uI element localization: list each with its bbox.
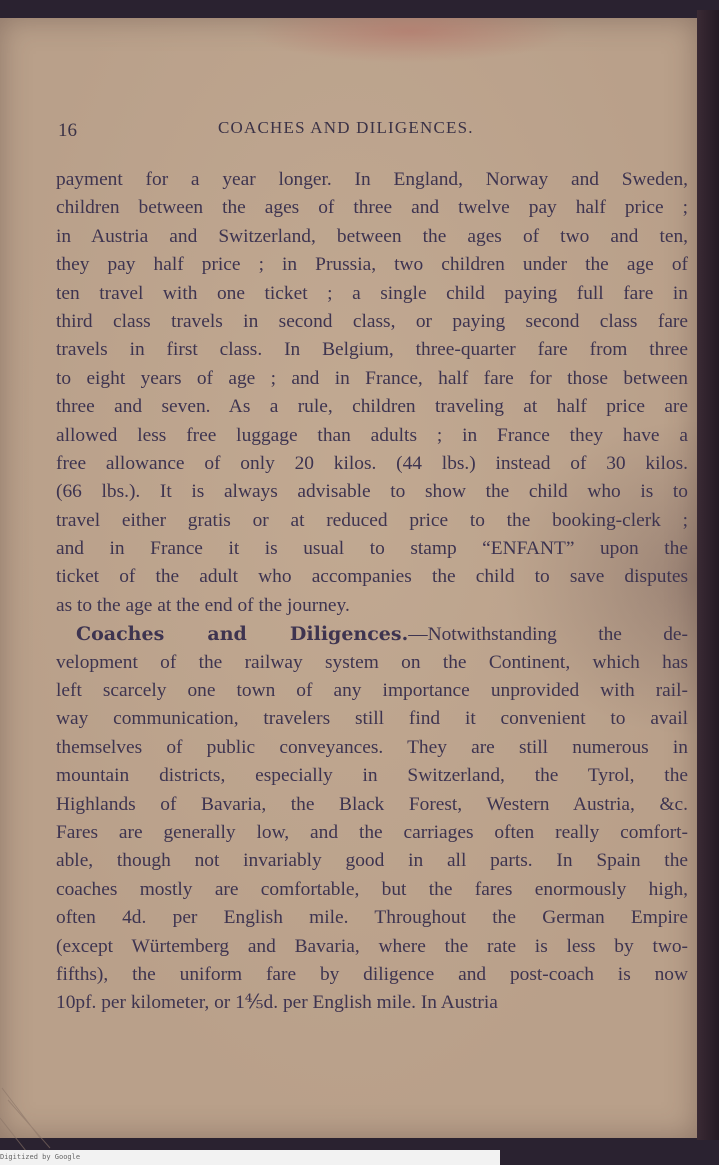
text-line: coaches mostly are comfortable, but the fares enormously high, xyxy=(56,878,688,900)
text-line: Highlands of Bavaria, the Black Forest, Western Austria, &c. xyxy=(56,793,688,815)
text-line: often 4d. per English mile. Throughout the German Empire xyxy=(56,907,688,929)
text-line: allowed less free luggage than adults ; in France they have a xyxy=(56,424,688,446)
section-first-line xyxy=(56,620,688,648)
section-heading: Coaches and Diligences. xyxy=(76,623,409,646)
text-line: mountain districts, especially in Switzerland, the Tyrol, the xyxy=(56,765,688,787)
text-line: (except Würtemberg and Bavaria, where the rate is less by two- xyxy=(56,935,688,957)
text-line: third class travels in second class, or paying second class fare xyxy=(56,310,688,332)
text-line: free allowance of only 20 kilos. (44 lbs.) instead of 30 kilos. xyxy=(56,452,688,474)
text-line: travels in first class. In Belgium, three-quarter fare from three xyxy=(56,339,688,361)
text-line: to eight years of age ; and in France, half fare for those between xyxy=(56,367,688,389)
text-line: left scarcely one town of any importance unprovided with rail- xyxy=(56,680,688,702)
text-line: travel either gratis or at reduced price to the booking-clerk ; xyxy=(56,509,688,531)
text-line: and in France it is usual to stamp “ENFANT” upon the xyxy=(56,538,688,560)
scanned-page xyxy=(0,18,697,1138)
page-header xyxy=(58,118,688,148)
page-number: 16 xyxy=(58,120,77,141)
text-line: Fares are generally low, and the carriages often really comfort- xyxy=(56,821,688,843)
running-head: COACHES AND DILIGENCES. xyxy=(218,118,474,137)
corner-scratch-mark xyxy=(0,1078,60,1158)
text-line: payment for a year longer. In England, Norway and Sweden, xyxy=(56,169,688,190)
section-first-line-text: —Notwithstanding the de- xyxy=(408,624,688,646)
scan-footer: Digitized by Google xyxy=(0,1150,500,1165)
text-line: ticket of the adult who accompanies the child to save disputes xyxy=(56,566,688,588)
text-line: three and seven. As a rule, children traveling at half price are xyxy=(56,396,688,418)
text-line: able, though not invariably good in all parts. In Spain the xyxy=(56,850,688,872)
text-line: way communication, travelers still find it convenient to avail xyxy=(56,708,688,730)
book-edge xyxy=(697,10,719,1140)
text-line: in Austria and Switzerland, between the ages of two and ten, xyxy=(56,225,688,247)
text-line: (66 lbs.). It is always advisable to show the child who is to xyxy=(56,481,688,503)
body-text xyxy=(56,166,688,1018)
text-line: children between the ages of three and twelve pay half price ; xyxy=(56,197,688,219)
text-line: as to the age at the end of the journey. xyxy=(56,594,350,616)
text-line: fifths), the uniform fare by diligence and post-coach is now xyxy=(56,963,688,985)
text-line: themselves of public conveyances. They are still numerous in xyxy=(56,736,688,758)
text-line: ten travel with one ticket ; a single child paying full fare in xyxy=(56,282,688,304)
paper-stain xyxy=(250,18,570,63)
text-line: they pay half price ; in Prussia, two children under the age of xyxy=(56,254,688,276)
text-line: 10pf. per kilometer, or 1⅘d. per English mile. In Austria xyxy=(56,992,498,1014)
text-line: velopment of the railway system on the Continent, which has xyxy=(56,651,688,673)
